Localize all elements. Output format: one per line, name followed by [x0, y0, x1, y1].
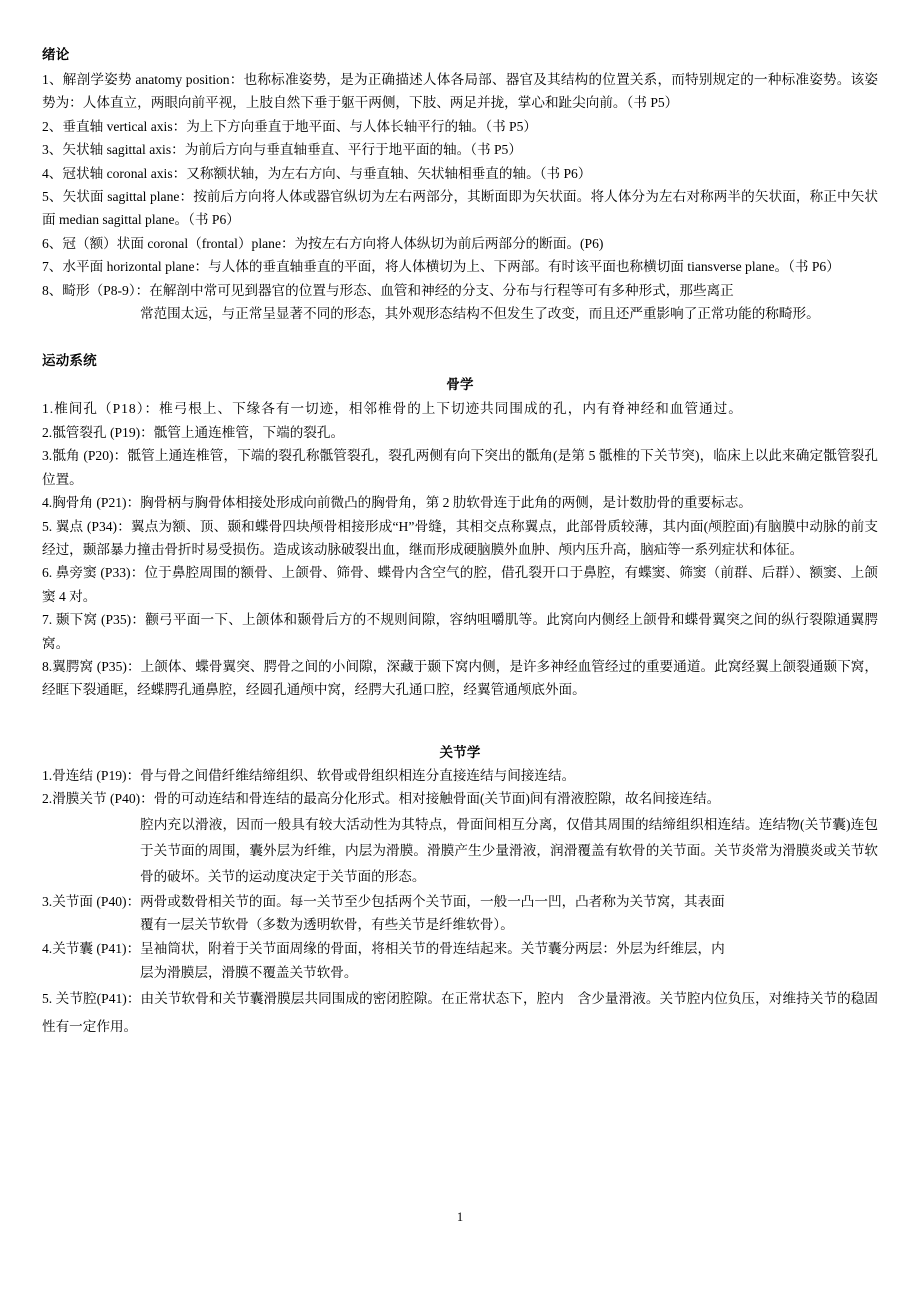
subsection-gap: [42, 702, 878, 742]
paragraph-arth-3-continuation: 覆有一层关节软骨（多数为透明软骨，有些关节是纤维软骨）。: [140, 917, 514, 933]
paragraph-intro-4: 4、冠状轴 coronal axis：又称额状轴，为左右方向、与垂直轴、矢状轴相垂直的轴。（书 P6）: [42, 165, 592, 181]
paragraph-intro-2: 2、垂直轴 vertical axis：为上下方向垂直于地平面、与人体长轴平行的轴。（书 P5）: [42, 118, 538, 134]
section-heading-introduction: 绪论: [42, 47, 70, 63]
paragraph-intro-8-first-line: 8、畸形（P8-9）：在解剖中常可见到器官的位置与形态、血管和神经的分支、分布与行程等可有多种形式，那些离正: [42, 282, 734, 298]
sub-heading-osteology: 骨学: [446, 377, 474, 394]
paragraph-osteo-7: 7. 颞下窝 (P35)：颧弓平面一下、上颌体和颞骨后方的不规则间隙，容纳咀嚼肌等。此窝向内侧经上颌骨和蝶骨翼突之间的纵行裂隙通翼腭窝。: [42, 612, 878, 651]
section-heading-locomotor-system: 运动系统: [42, 353, 97, 370]
paragraph-intro-3: 3、矢状轴 sagittal axis：为前后方向与垂直轴垂直、平行于地平面的轴。（书 P5）: [42, 142, 522, 158]
paragraph-osteo-2: 2.骶管裂孔 (P19)：骶管上通连椎管，下端的裂孔。: [42, 424, 345, 440]
section-gap: [42, 325, 878, 350]
paragraph-arth-3-first-line: 3.关节面 (P40)：两骨或数骨相关节的面。每一关节至少包括两个关节面，一般一凸一凹，凸者称为关节窝，其表面: [42, 893, 725, 909]
paragraph-osteo-5: 5. 翼点 (P34)：翼点为额、顶、颞和蝶骨四块颅骨相接形成“H”骨缝，其相交点称翼点，此部骨质较薄，其内面(颅腔面)有脑膜中动脉的前支经过，颞部暴力撞击骨折时易受损伤。造成该动脉破裂出血，继而形成硬脑膜外血肿、颅内压升高，脑疝等一系列症状和体征。: [42, 518, 878, 557]
sub-heading-arthrology: 关节学: [439, 744, 481, 761]
paragraph-arth-1: 1.骨连结 (P19)：骨与骨之间借纤维结缔组织、软骨或骨组织相连分直接连结与间接连结。: [42, 767, 576, 783]
paragraph-arth-2-continuation: 腔内充以滑液，因而一般具有较大活动性为其特点，骨面间相互分离，仅借其周围的结缔组织相连结。连结物(关节囊)连包于关节面的周围，囊外层为纤维，内层为滑膜。滑膜产生少量滑液，润滑覆盖有软骨的关节面。关节炎常为滑膜炎或关节软骨的破坏。关节的运动度决定于关节面的形态。: [140, 816, 878, 884]
paragraph-osteo-1: 1.椎间孔（P18）：椎弓根上、下缘各有一切迹，相邻椎骨的上下切迹共同围成的孔，内有脊神经和血管通过。: [42, 401, 743, 417]
paragraph-arth-4-continuation: 层为滑膜层，滑膜不覆盖关节软骨。: [140, 965, 358, 981]
paragraph-arth-4-first-line: 4.关节囊 (P41)：呈袖筒状，附着于关节面周缘的骨面，将相关节的骨连结起来。关节囊分两层：外层为纤维层，内: [42, 940, 725, 956]
paragraph-arth-5: 5. 关节腔(P41)：由关节软骨和关节囊滑膜层共同围成的密闭腔隙。在正常状态下，腔内 含少量滑液。关节腔内位负压，对维持关节的稳固性有一定作用。: [42, 990, 878, 1034]
paragraph-osteo-8: 8.翼腭窝 (P35)：上颌体、蝶骨翼突、腭骨之间的小间隙，深藏于颞下窝内侧，是许多神经血管经过的重要通道。此窝经翼上颌裂通颞下窝，经眶下裂通眶，经蝶腭孔通鼻腔，经圆孔通颅中窝，经腭大孔通口腔，经翼管通颅底外面。: [42, 658, 879, 698]
paragraph-arth-2-first-line: 2.滑膜关节 (P40)：骨的可动连结和骨连结的最高分化形式。相对接触骨面(关节面)间有滑液腔隙，故名间接连结。: [42, 791, 721, 807]
document-body: [42, 44, 878, 1041]
paragraph-intro-7: 7、水平面 horizontal plane：与人体的垂直轴垂直的平面，将人体横切为上、下两部。有时该平面也称横切面 tiansverse plane。（书 P6）: [42, 259, 840, 275]
paragraph-intro-5: 5、矢状面 sagittal plane：按前后方向将人体或器官纵切为左右两部分，其断面即为矢状面。将人体分为左右对称两半的矢状面，称正中矢状面 median sagittal plane。（书 P6）: [42, 189, 878, 228]
paragraph-osteo-3: 3.骶角 (P20)：骶管上通连椎管，下端的裂孔称骶管裂孔，裂孔两侧有向下突出的骶角(是第 5 骶椎的下关节突)，临床上以此来确定骶管裂孔位置。: [42, 448, 878, 487]
page-number: 1: [456, 1210, 464, 1224]
paragraph-intro-8-continuation: 常范围太远，与正常呈显著不同的形态，其外观形态结构不但发生了改变，而且还严重影响了正常功能的称畸形。: [140, 306, 820, 322]
paragraph-osteo-4: 4.胸骨角 (P21)：胸骨柄与胸骨体相接处形成向前微凸的胸骨角，第 2 肋软骨连于此角的两侧，是计数肋骨的重要标志。: [42, 495, 752, 511]
paragraph-intro-6: 6、冠（额）状面 coronal（frontal）plane：为按左右方向将人体纵切为前后两部分的断面。(P6): [42, 235, 604, 251]
paragraph-osteo-6: 6. 鼻旁窦 (P33)：位于鼻腔周围的额骨、上颌骨、筛骨、蝶骨内含空气的腔，借孔裂开口于鼻腔，有蝶窦、筛窦（前群、后群）、额窦、上颌窦 4 对。: [42, 565, 878, 604]
paragraph-intro-1: 1、解剖学姿势 anatomy position：也称标准姿势，是为正确描述人体各局部、器官及其结构的位置关系，而特别规定的一种标准姿势。该姿势为：人体直立，两眼向前平视，上肢自然下垂于躯干两侧，下肢、两足并拢，掌心和趾尖向前。（书 P5）: [42, 72, 878, 111]
